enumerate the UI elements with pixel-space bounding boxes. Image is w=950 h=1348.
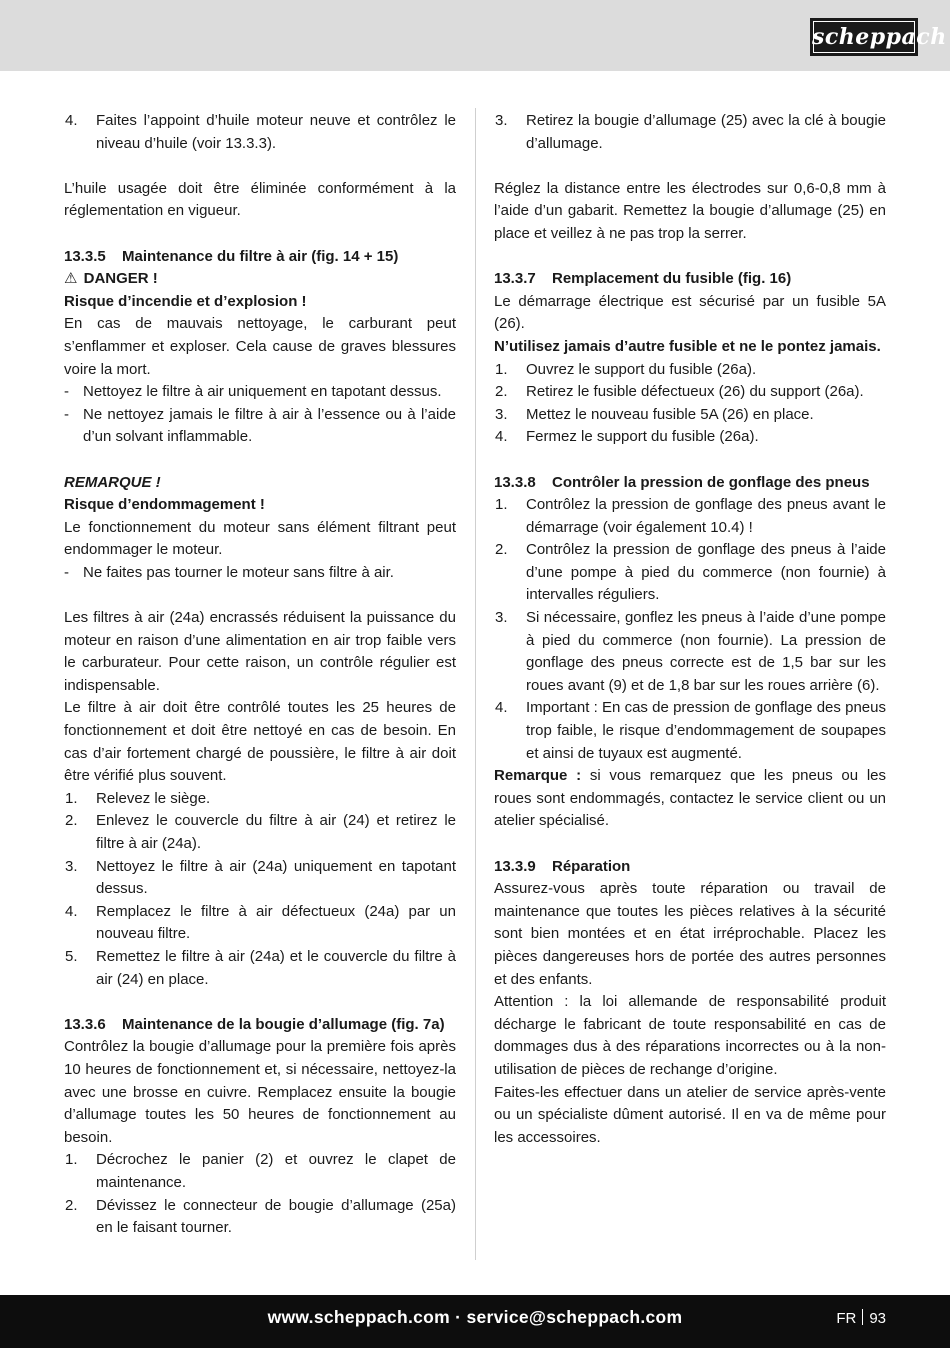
list-item: 5. Remettez le filtre à air (24a) et le couvercle du filtre à air (24) en place. [65,947,456,988]
section-heading-13-3-6 [64,1014,456,1037]
page-indicator [836,1309,886,1327]
list-item [494,110,886,155]
section-title: Maintenance du filtre à air (fig. 14 + 15) [122,247,399,265]
paragraph: Les filtres à air (24a) encrassés réduisent la puissance du moteur en raison d’une alimentation en air trop faible vers le carburateur. Pour cette raison, un contrôle régulier est indispensable. [64,609,456,694]
list-text: Contrôlez la pression de gonflage des pneus avant le démarrage (voir également 10.4) ! [526,496,886,536]
list-item: - Ne nettoyez jamais le filtre à air à l’essence ou à l’aide d’un solvant inflammable. [64,405,456,446]
list-number: 4. [65,112,78,129]
scheppach-logo: scheppach [810,18,918,56]
paragraph: Le démarrage électrique est sécurisé par un fusible 5A (26). [494,292,886,333]
list-item: 1. Décrochez le panier (2) et ouvrez le clapet de maintenance. [65,1151,456,1191]
section-number: 13.3.8 [494,473,536,491]
danger-text: En cas de mauvais nettoyage, le carburant peut s’enflammer et exploser. Cela cause de graves blessures voire la mort. [64,315,456,378]
remark-text: si vous remarquez que les pneus ou les roues sont endommagés, contactez le service client ou un atelier spécialisé. [494,767,886,830]
list-item: 3. Si nécessaire, gonflez les pneus à l’aide d’une pompe à pied du commerce (non fournie). La pression de gonflage des pneus correcte est de 1,5 bar sur les roues avant (9) et de 1,8 bar sur les roues arrière (6). [495,609,886,694]
list-item: 1. Contrôlez la pression de gonflage des pneus avant le démarrage (voir également 10.4) ! [495,496,886,536]
danger-label [64,268,456,291]
list-item: 4. Important : En cas de pression de gonflage des pneus trop faible, le risque d’endommagement de soupapes et ainsi de tuyaux est augmenté. [495,699,886,762]
list-text: Nettoyez le filtre à air uniquement en tapotant dessus. [83,383,442,401]
section-title: Réparation [552,857,631,875]
list-item: 4. Fermez le support du fusible (26a). [495,428,759,446]
header-band [0,0,950,71]
list-item: - Ne faites pas tourner le moteur sans filtre à air. [64,563,394,581]
oil-disposal-text: L’huile usagée doit être éliminée conformément à la réglementation en vigueur. [64,179,456,220]
list-item: - Nettoyez le filtre à air uniquement en tapotant dessus. [64,383,442,401]
list-item: 2. Dévissez le connecteur de bougie d’allumage (25a) en le faisant tourner. [65,1196,456,1237]
tyre-remark [494,765,886,833]
list-text: Décrochez le panier (2) et ouvrez le clapet de maintenance. [96,1151,456,1191]
list-text: Mettez le nouveau fusible 5A (26) en place. [526,405,814,423]
list-text: Si nécessaire, gonflez les pneus à l’aide d’une pompe à pied du commerce (non fournie). La pression de gonflage des pneus correcte est de 1,5 bar sur les roues avant (9) et de 1,8 bar sur les roues arrière (6). [526,609,886,694]
list-text: Nettoyez le filtre à air (24a) uniquement en tapotant dessus. [96,857,456,898]
list-text: Relevez le siège. [96,789,211,807]
list-text: Faites l’appoint d’huile moteur neuve et contrôlez le niveau d’huile (voir 13.3.3). [96,112,456,152]
column-divider [475,108,476,1260]
list-item: 3. Nettoyez le filtre à air (24a) uniquement en tapotant dessus. [65,857,456,898]
list-item: 4. Remplacez le filtre à air défectueux (24a) par un nouveau filtre. [65,902,456,943]
section-heading-13-3-7 [494,268,886,291]
list-text: Ne nettoyez jamais le filtre à air à l’essence ou à l’aide d’un solvant inflammable. [83,405,456,446]
remark-title: Risque d’endommagement ! [64,496,265,514]
list-item: 2. Contrôlez la pression de gonflage des pneus à l’aide d’une pompe à pied du commerce (non fournie) à intervalles réguliers. [495,541,886,604]
section-heading-13-3-9 [494,856,886,879]
section-number: 13.3.6 [64,1015,106,1033]
danger-label-text: DANGER ! [83,270,158,288]
paragraph: Attention : la loi allemande de responsabilité produit décharge le fabricant de toute responsabilité en cas de dommages dus à des réparations incorrectes ou à la non-utilisation de pièces de rechange d’origine. [494,993,886,1078]
list-item: 2. Enlevez le couvercle du filtre à air (24) et retirez le filtre à air (24a). [65,812,456,852]
paragraph: Assurez-vous après toute réparation ou travail de maintenance que toutes les pièces relatives à la sécurité sont bien montées et en état irréprochable. Placez les pièces dangereuses hors de portée des autres personnes et des enfants. [494,880,886,988]
remark-text: Le fonctionnement du moteur sans élément filtrant peut endommager le moteur. [64,518,456,559]
paragraph: Le filtre à air doit être contrôlé toutes les 25 heures de fonctionnement et doit être nettoyé en cas de besoin. En cas d’air fortement chargé de poussière, le filtre à air doit être vérifié plus souvent. [64,699,456,785]
list-text: Dévissez le connecteur de bougie d’allumage (25a) en le faisant tourner. [96,1196,456,1237]
left-column [64,110,456,1240]
list-text: Remettez le filtre à air (24a) et le couvercle du filtre à air (24) en place. [96,947,456,988]
list-item: 1. Ouvrez le support du fusible (26a). [495,360,757,378]
list-text: Remplacez le filtre à air défectueux (24a) par un nouveau filtre. [96,902,456,943]
section-title: Maintenance de la bougie d’allumage (fig. 7a) [122,1015,445,1033]
section-title: Remplacement du fusible (fig. 16) [552,270,792,288]
separator [862,1309,863,1325]
list-text: Important : En cas de pression de gonflage des pneus trop faible, le risque d’endommagement de soupapes et ainsi de tuyaux est augmenté. [526,699,886,762]
list-text: Contrôlez la pression de gonflage des pneus à l’aide d’une pompe à pied du commerce (non fournie) à intervalles réguliers. [526,541,886,604]
section-title: Contrôler la pression de gonflage des pneus [552,473,870,491]
list-text: Fermez le support du fusible (26a). [526,428,759,446]
section-number: 13.3.9 [494,857,536,875]
section-number: 13.3.5 [64,247,106,265]
fuse-warning: N’utilisez jamais d’autre fusible et ne le pontez jamais. [494,337,881,355]
paragraph: Contrôlez la bougie d’allumage pour la première fois après 10 heures de fonctionnement et, si nécessaire, nettoyez-la avec une brosse en cuivre. Remplacez ensuite la bougie d’allumage toutes les 50 heures de fonctionnement au besoin. [64,1038,456,1146]
paragraph: Réglez la distance entre les électrodes sur 0,6-0,8 mm à l’aide d’un gabarit. Remettez la bougie d’allumage (25) en place et veillez à ne pas trop la serrer. [494,179,886,242]
danger-title: Risque d’incendie et d’explosion ! [64,292,307,310]
remark-label: REMARQUE ! [64,473,161,491]
footer-bar [0,1295,950,1348]
list-item: 3. Mettez le nouveau fusible 5A (26) en place. [495,405,814,423]
list-number: 3. [495,112,508,129]
list-item [64,110,456,155]
footer-contact: www.scheppach.com · service@scheppach.com [267,1307,683,1327]
section-number: 13.3.7 [494,270,536,288]
list-text: Ne faites pas tourner le moteur sans filtre à air. [83,563,394,581]
right-column [494,110,886,1149]
list-text: Enlevez le couvercle du filtre à air (24) et retirez le filtre à air (24a). [96,812,456,852]
language-code: FR [836,1310,857,1327]
warning-triangle-icon: ⚠ [64,270,78,288]
list-text: Ouvrez le support du fusible (26a). [526,360,757,378]
section-heading-13-3-5 [64,246,456,269]
list-item: 1. Relevez le siège. [65,789,211,807]
list-text: Retirez le fusible défectueux (26) du support (26a). [526,383,864,401]
list-text: Retirez la bougie d’allumage (25) avec la clé à bougie d’allumage. [526,112,886,152]
page-number: 93 [869,1310,886,1327]
section-heading-13-3-8 [494,472,886,495]
remark-label: Remarque : [494,767,582,785]
paragraph: Faites-les effectuer dans un atelier de service après-vente ou un spécialiste dûment autorisé. Il en va de même pour les accessoires. [494,1083,886,1146]
list-item: 2. Retirez le fusible défectueux (26) du support (26a). [495,383,864,401]
